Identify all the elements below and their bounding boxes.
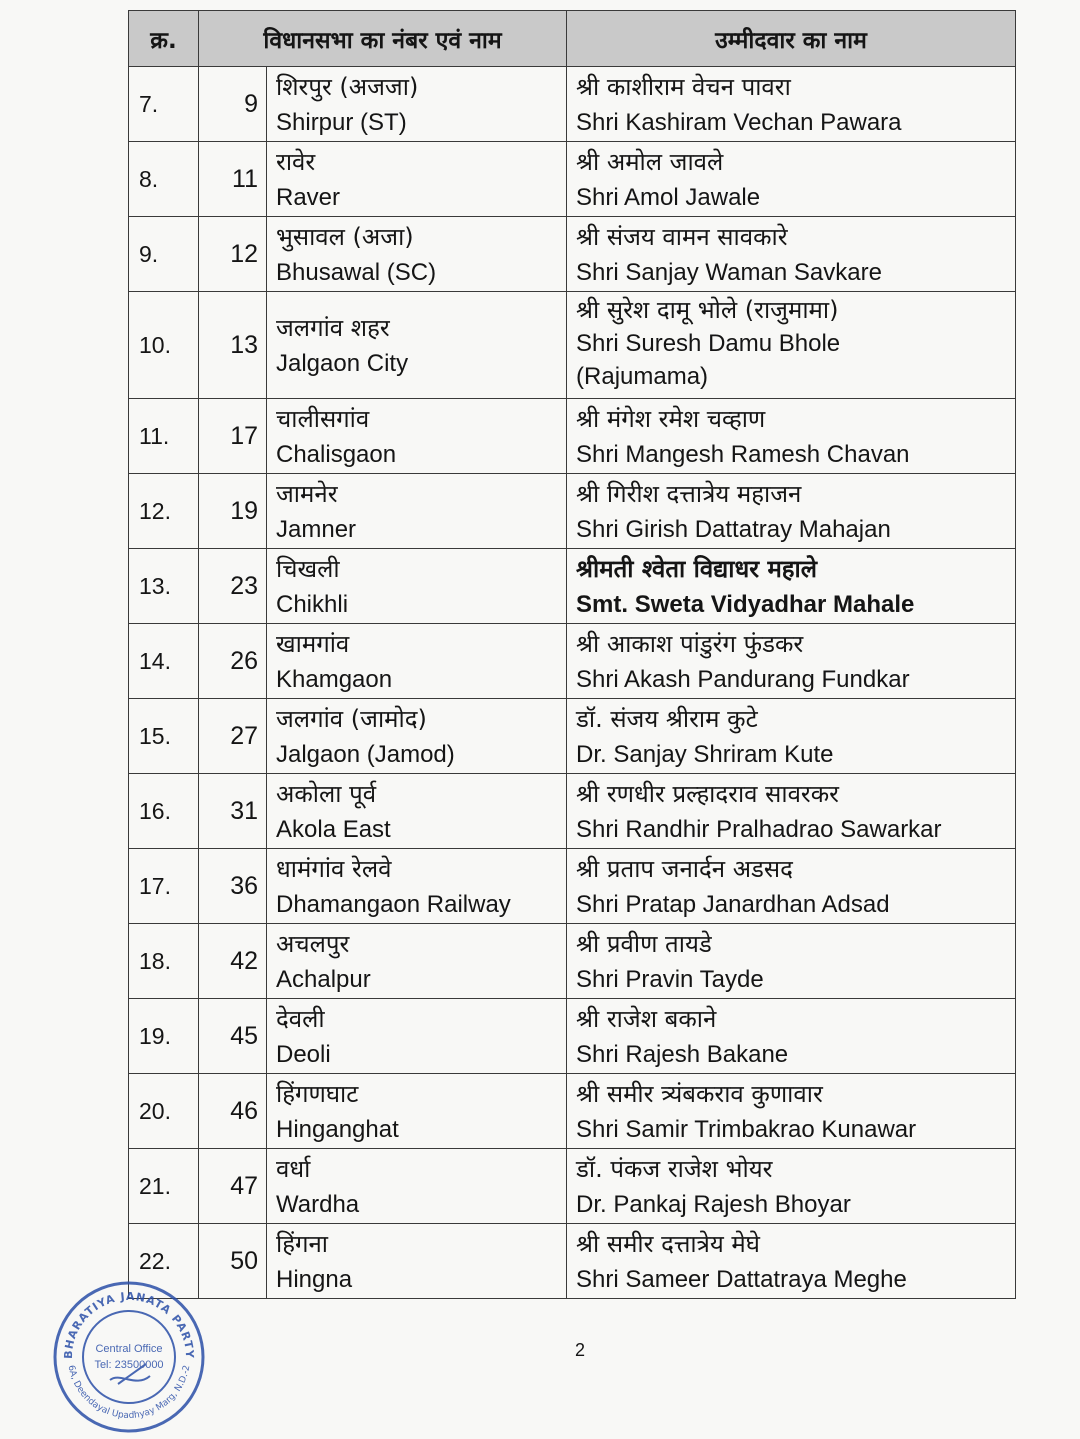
candidate-name [567,142,1016,217]
seal-bottom-text: 6A, Deendayal Upadhyay Marg, N.D.-2 [65,1364,193,1422]
table-row [129,774,1016,849]
candidate-name-hindi: श्री अमोल जावले [576,148,724,176]
table-row [129,999,1016,1074]
candidate-name [567,549,1016,624]
constituency-name [267,1074,567,1149]
table-row [129,549,1016,624]
table-row [129,924,1016,999]
serial-number: 13. [129,549,199,624]
constituency-name [267,67,567,142]
table-row [129,67,1016,142]
constituency-name [267,142,567,217]
constituency-name [267,624,567,699]
candidate-name-english: Shri Suresh Damu Bhole [576,330,841,357]
serial-number: 11. [129,399,199,474]
party-seal-stamp [52,1280,206,1434]
candidate-name-hindi: श्री काशीराम वेचन पावरा [576,73,791,101]
constituency-name-hindi: जामनेर [276,480,338,508]
constituency-number: 27 [199,699,267,774]
candidate-name [567,1149,1016,1224]
constituency-name-english: Chikhli [276,591,349,618]
candidate-name-english: Dr. Sanjay Shriram Kute [576,741,834,768]
table-row [129,849,1016,924]
table-row [129,142,1016,217]
constituency-number: 23 [199,549,267,624]
constituency-number: 19 [199,474,267,549]
constituency-number: 42 [199,924,267,999]
constituency-name-english: Raver [276,184,341,211]
constituency-name [267,999,567,1074]
constituency-name-hindi: रावेर [276,148,316,176]
candidate-name-english: Shri Amol Jawale [576,184,761,211]
constituency-name-hindi: खामगांव [276,630,350,658]
constituency-name-english: Chalisgaon [276,441,397,468]
constituency-name-english: Dhamangaon Railway [276,891,511,918]
table-row [129,292,1016,399]
constituency-number: 17 [199,399,267,474]
candidate-name-english: Shri Sameer Dattatraya Meghe [576,1266,907,1293]
candidate-name [567,1074,1016,1149]
candidate-name-english-continued: (Rajumama) [576,363,709,390]
constituency-name [267,217,567,292]
candidate-name [567,624,1016,699]
candidate-name [567,924,1016,999]
candidate-name-english: Dr. Pankaj Rajesh Bhoyar [576,1191,851,1218]
serial-number: 14. [129,624,199,699]
seal-top-text: BHARATIYA JANATA PARTY [61,1289,197,1360]
constituency-name-hindi: हिंगना [276,1230,329,1258]
constituency-number: 36 [199,849,267,924]
constituency-name-english: Shirpur (ST) [276,109,407,136]
serial-number: 22. [129,1224,199,1299]
header-candidate: उम्मीदवार का नाम [567,11,1016,67]
constituency-name-english: Jalgaon (Jamod) [276,741,455,768]
candidate-name-english: Shri Rajesh Bakane [576,1041,789,1068]
candidate-name [567,474,1016,549]
candidate-name-english: Shri Mangesh Ramesh Chavan [576,441,910,468]
constituency-number: 47 [199,1149,267,1224]
candidate-name [567,774,1016,849]
candidate-name-english: Shri Randhir Pralhadrao Sawarkar [576,816,942,843]
constituency-name [267,1149,567,1224]
candidate-name [567,217,1016,292]
constituency-name [267,924,567,999]
serial-number: 16. [129,774,199,849]
candidate-name-hindi: श्री समीर त्र्यंबकराव कुणावार [576,1080,823,1108]
constituency-name-english: Hinganghat [276,1116,399,1143]
constituency-name-hindi: देवली [276,1005,325,1033]
constituency-name-english: Jamner [276,516,357,543]
candidate-name-hindi: श्री संजय वामन सावकारे [576,223,788,251]
serial-number: 15. [129,699,199,774]
candidate-name-english: Shri Kashiram Vechan Pawara [576,109,902,136]
candidate-name [567,699,1016,774]
constituency-number: 13 [199,292,267,399]
constituency-name [267,549,567,624]
table-row [129,1074,1016,1149]
serial-number: 17. [129,849,199,924]
seal-center-line1: Central Office [95,1343,163,1355]
table-row [129,474,1016,549]
serial-number: 9. [129,217,199,292]
header-serial: क्र. [129,11,199,67]
constituency-name [267,774,567,849]
candidate-name-hindi: श्री आकाश पांडुरंग फुंडकर [576,630,804,658]
constituency-name [267,399,567,474]
table-row [129,399,1016,474]
candidate-name-english: Shri Girish Dattatray Mahajan [576,516,891,543]
constituency-name-hindi: जलगांव शहर [276,314,390,342]
candidate-name-hindi: श्री रणधीर प्रल्हादराव सावरकर [576,780,839,808]
constituency-name-english: Jalgaon City [276,350,409,377]
constituency-name-english: Khamgaon [276,666,393,693]
constituency-number: 50 [199,1224,267,1299]
page-number: 2 [574,1340,585,1360]
header-constituency: विधानसभा का नंबर एवं नाम [199,11,567,67]
constituency-name-hindi: वर्धा [276,1155,311,1183]
serial-number: 10. [129,292,199,399]
candidate-name-english: Smt. Sweta Vidyadhar Mahale [576,591,915,618]
seal-center-line2: Tel: 23500000 [94,1359,164,1371]
constituency-name-hindi: शिरपुर (अजजा) [276,73,419,101]
candidate-name-hindi: श्री राजेश बकाने [576,1005,717,1033]
serial-number: 12. [129,474,199,549]
table-row [129,624,1016,699]
constituency-number: 45 [199,999,267,1074]
constituency-name-hindi: चालीसगांव [276,405,370,433]
constituency-name-hindi: अकोला पूर्व [276,780,377,808]
constituency-name-english: Achalpur [276,966,371,993]
candidate-name-english: Shri Pratap Janardhan Adsad [576,891,890,918]
candidate-name-hindi: श्री सुरेश दामू भोले (राजुमामा) [576,296,839,324]
candidate-name-english: Shri Akash Pandurang Fundkar [576,666,910,693]
constituency-name-hindi: अचलपुर [276,930,350,958]
constituency-name-hindi: भुसावल (अजा) [276,223,414,251]
candidate-name-hindi: श्री समीर दत्तात्रेय मेघे [576,1230,760,1258]
table-row [129,1149,1016,1224]
candidate-name-hindi: श्रीमती श्वेता विद्याधर महाले [576,555,818,583]
candidate-name-hindi: श्री प्रताप जनार्दन अडसद [576,855,793,883]
constituency-name-hindi: हिंगणघाट [276,1080,359,1108]
serial-number: 20. [129,1074,199,1149]
constituency-number: 11 [199,142,267,217]
serial-number: 7. [129,67,199,142]
candidate-name [567,1224,1016,1299]
candidate-name [567,999,1016,1074]
constituency-number: 46 [199,1074,267,1149]
candidate-name-hindi: डॉ. संजय श्रीराम कुटे [576,705,758,733]
candidate-table [128,10,1016,1299]
candidate-name-hindi: श्री प्रवीण तायडे [576,930,712,958]
serial-number: 18. [129,924,199,999]
candidate-name-english: Shri Pravin Tayde [576,966,764,993]
constituency-name [267,699,567,774]
constituency-number: 31 [199,774,267,849]
constituency-name [267,1224,567,1299]
constituency-name-hindi: जलगांव (जामोद) [276,705,427,733]
constituency-name-english: Deoli [276,1041,331,1068]
serial-number: 21. [129,1149,199,1224]
candidate-name [567,292,1016,399]
constituency-name-english: Bhusawal (SC) [276,259,437,286]
table-row [129,1224,1016,1299]
candidate-name-hindi: डॉ. पंकज राजेश भोयर [576,1155,773,1183]
constituency-number: 12 [199,217,267,292]
constituency-name [267,849,567,924]
candidate-name [567,67,1016,142]
table-row [129,217,1016,292]
table-row [129,699,1016,774]
constituency-number: 26 [199,624,267,699]
constituency-name-english: Akola East [276,816,391,843]
constituency-name-english: Hingna [276,1266,353,1293]
constituency-name [267,474,567,549]
constituency-name-hindi: धामंगांव रेलवे [276,855,392,883]
constituency-name-english: Wardha [276,1191,360,1218]
table-header-row [129,11,1016,67]
candidate-name-hindi: श्री गिरीश दत्तात्रेय महाजन [576,480,802,508]
candidate-name [567,399,1016,474]
serial-number: 19. [129,999,199,1074]
constituency-name-hindi: चिखली [276,555,340,583]
candidate-name-hindi: श्री मंगेश रमेश चव्हाण [576,405,766,433]
constituency-name [267,292,567,399]
candidate-name-english: Shri Samir Trimbakrao Kunawar [576,1116,917,1143]
candidate-name-english: Shri Sanjay Waman Savkare [576,259,882,286]
constituency-number: 9 [199,67,267,142]
serial-number: 8. [129,142,199,217]
candidate-name [567,849,1016,924]
